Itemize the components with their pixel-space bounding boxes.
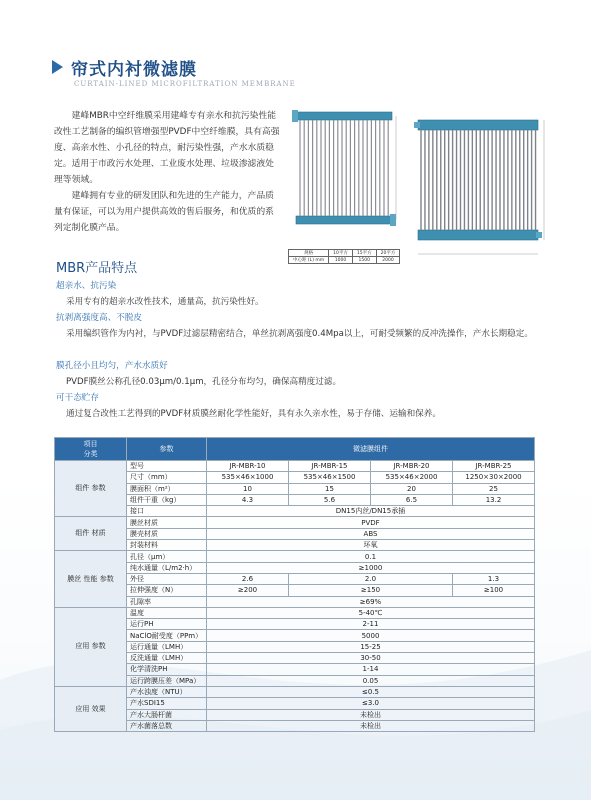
table-row: [55, 551, 535, 562]
table-cell: ≥69%: [207, 596, 535, 607]
triangle-bullet-icon: [52, 60, 63, 74]
table-header-category: 项目 分类: [55, 438, 127, 461]
table-cell: 1250×30×2000: [453, 472, 535, 483]
features-heading: MBR产品特点: [56, 261, 138, 276]
table-param-name: 运行跨膜压差（MPa）: [127, 675, 207, 686]
feature-2: [56, 310, 536, 342]
feature-body: PVDF膜丝公称孔径0.03μm/0.1μm，孔径分布均匀，确保高精度过滤。: [66, 377, 342, 387]
table-row: [55, 528, 535, 539]
table-cell: JR-MBR-25: [453, 461, 535, 472]
table-row: [55, 709, 535, 720]
table-row: [55, 653, 535, 664]
mini-table-cell: 2000: [376, 257, 400, 264]
table-cell: ≥100: [453, 585, 535, 596]
table-group-label: 应用 参数: [55, 607, 127, 686]
table-row: [55, 585, 535, 596]
table-row: [55, 641, 535, 652]
table-param-name: 反洗通量（LMH）: [127, 653, 207, 664]
feature-title: 抗剥离强度高、不脱皮: [56, 313, 142, 323]
table-row: [55, 517, 535, 528]
page-subtitle: CURTAIN-LINED MICROFILTRATION MEMBRANE: [74, 80, 296, 88]
table-group-label: 膜丝 性能 参数: [55, 551, 127, 607]
table-param-name: 产水浊度（NTU）: [127, 686, 207, 697]
table-param-name: 封装材料: [127, 540, 207, 551]
table-cell: 15: [289, 483, 371, 494]
table-cell: 20: [371, 483, 453, 494]
mini-table-cell: 1000: [329, 257, 353, 264]
table-group-label: 组件 材质: [55, 517, 127, 551]
table-cell: 13.2: [453, 494, 535, 505]
table-cell: 5000: [207, 630, 535, 641]
table-cell: ≤0.5: [207, 686, 535, 697]
mini-table-header: 10平方: [329, 250, 353, 257]
membrane-module-drawing: [288, 108, 560, 268]
table-cell: 15-25: [207, 641, 535, 652]
table-cell: ≥200: [207, 585, 289, 596]
table-param-name: 膜壳材质: [127, 528, 207, 539]
table-param-name: 运行通量（LMH）: [127, 641, 207, 652]
table-param-name: 拉伸强度（N）: [127, 585, 207, 596]
table-header-param: 参数: [127, 438, 207, 461]
table-cell: DN15内丝/DN15承插: [207, 506, 535, 517]
parameter-table: [54, 437, 535, 732]
table-row: [55, 698, 535, 709]
table-cell: 5.6: [289, 494, 371, 505]
feature-title: 膜孔径小且均匀，产水水质好: [56, 361, 168, 371]
table-cell: 1-14: [207, 664, 535, 675]
table-param-name: 接口: [127, 506, 207, 517]
front-view: [414, 120, 544, 254]
table-cell: 535×46×1000: [207, 472, 289, 483]
table-cell: 535×46×1500: [289, 472, 371, 483]
dimension-mini-table: [288, 249, 400, 264]
table-param-name: 孔径（μm）: [127, 551, 207, 562]
table-param-name: 化学清洗PH: [127, 664, 207, 675]
table-row: [55, 461, 535, 472]
feature-1: [56, 278, 536, 310]
table-param-name: 产水菌落总数: [127, 720, 207, 731]
table-cell: ≥150: [289, 585, 453, 596]
table-param-name: NaClO耐受度（PPm）: [127, 630, 207, 641]
table-cell: 环氧: [207, 540, 535, 551]
table-cell: 0.1: [207, 551, 535, 562]
side-view: [292, 110, 396, 226]
table-cell: 25: [453, 483, 535, 494]
table-cell: ≥1000: [207, 562, 535, 573]
table-row: [55, 675, 535, 686]
feature-title: 可干态贮存: [56, 393, 99, 403]
feature-4: [56, 390, 536, 422]
table-row: [55, 596, 535, 607]
table-row: [55, 619, 535, 630]
table-row: [55, 472, 535, 483]
table-param-name: 运行PH: [127, 619, 207, 630]
table-cell: 0.05: [207, 675, 535, 686]
table-row: [55, 494, 535, 505]
table-cell: 1.3: [453, 573, 535, 584]
page-title: 帘式内衬微滤膜: [71, 59, 197, 80]
table-header-row: [55, 438, 535, 461]
table-row: [55, 540, 535, 551]
feature-body: 采用专有的超亲水改性技术，通量高，抗污染性好。: [66, 297, 264, 307]
feature-3: [56, 358, 536, 390]
table-param-name: 组件干重（kg）: [127, 494, 207, 505]
table-cell: 未检出: [207, 720, 535, 731]
feature-body: 采用编织管作为内衬，与PVDF过滤层精密结合，单丝抗剥离强度0.4Mpa以上，可耐受频繁的反冲洗操作，产水长期稳定。: [66, 329, 533, 339]
table-cell: ABS: [207, 528, 535, 539]
table-param-name: 型号: [127, 461, 207, 472]
mini-table-header: 规格: [289, 250, 329, 257]
table-row: [55, 506, 535, 517]
table-param-name: 温度: [127, 607, 207, 618]
table-row: [55, 720, 535, 731]
table-cell: JR-MBR-20: [371, 461, 453, 472]
table-param-name: 产水大肠杆菌: [127, 709, 207, 720]
table-cell: 6.5: [371, 494, 453, 505]
table-row: [55, 607, 535, 618]
table-cell: JR-MBR-10: [207, 461, 289, 472]
mini-table-cell: 中心距 (L) mm: [289, 257, 329, 264]
table-param-name: 孔隙率: [127, 596, 207, 607]
table-param-name: 外径: [127, 573, 207, 584]
table-param-name: 纯水通量（L/m2·h）: [127, 562, 207, 573]
table-cell: 2.6: [207, 573, 289, 584]
table-group-label: 应用 效果: [55, 686, 127, 731]
intro-paragraph-2: 建峰拥有专业的研发团队和先进的生产能力，产品质量有保证，可以为用户提供高效的售后服务，和优质的系列定制化膜产品。: [54, 191, 274, 233]
feature-body: 通过复合改性工艺得到的PVDF材质膜丝耐化学性能好，具有永久亲水性，易于存储、运输和保养。: [66, 409, 441, 419]
table-param-name: 膜丝材质: [127, 517, 207, 528]
table-row: [55, 573, 535, 584]
table-cell: 未检出: [207, 709, 535, 720]
table-cell: 2.0: [289, 573, 453, 584]
table-cell: 30-50: [207, 653, 535, 664]
table-row: [55, 630, 535, 641]
table-row: [55, 562, 535, 573]
feature-title: 超亲水、抗污染: [56, 281, 117, 291]
table-header-component: 微滤膜组件: [207, 438, 535, 461]
table-row: [55, 483, 535, 494]
table-cell: ≤3.0: [207, 698, 535, 709]
table-row: [55, 664, 535, 675]
table-cell: 4.3: [207, 494, 289, 505]
table-group-label: 组件 参数: [55, 461, 127, 517]
intro-text: [54, 108, 282, 236]
table-cell: 10: [207, 483, 289, 494]
intro-paragraph-1: 建峰MBR中空纤维膜采用建峰专有亲水和抗污染性能改性工艺制备的编织管增强型PVDF中空纤维膜，具有高强度、高亲水性、小孔径的特点，耐污染性强，产水水质稳定。适用于市政污水处理、工业废水处理、垃圾渗滤液处理等领域。: [54, 111, 280, 185]
table-cell: 5-40℃: [207, 607, 535, 618]
table-cell: 535×46×2000: [371, 472, 453, 483]
table-param-name: 产水SDI15: [127, 698, 207, 709]
mini-table-header: 20平方: [376, 250, 400, 257]
table-cell: JR-MBR-15: [289, 461, 371, 472]
table-param-name: 膜面积（m²）: [127, 483, 207, 494]
table-cell: 2-11: [207, 619, 535, 630]
section-title: [52, 56, 197, 78]
table-cell: PVDF: [207, 517, 535, 528]
mini-table-header: 15平方: [352, 250, 376, 257]
table-row: [55, 686, 535, 697]
table-param-name: 尺寸（mm）: [127, 472, 207, 483]
mini-table-cell: 1500: [352, 257, 376, 264]
